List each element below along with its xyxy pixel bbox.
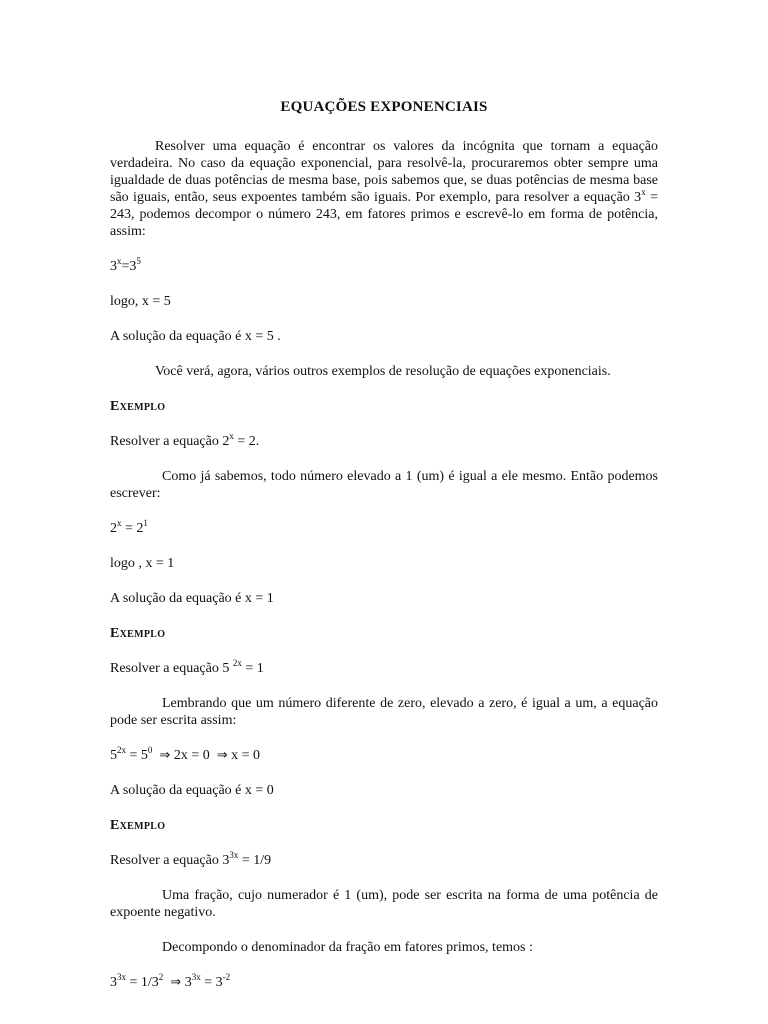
exponent: 3x — [117, 972, 126, 982]
example-equation — [110, 520, 658, 537]
exponent: 2x — [232, 658, 242, 668]
implies-arrow-icon: ⇒ — [159, 748, 171, 763]
example-solution: A solução da equação é x = 1 — [110, 591, 274, 606]
text-fragment: = 1/3 — [126, 975, 159, 990]
example-heading: Exemplo — [110, 399, 166, 414]
example-heading: Exemplo — [110, 818, 166, 833]
example-statement — [110, 433, 658, 450]
example-statement — [110, 852, 658, 869]
text-fragment: = 1/9 — [238, 853, 272, 868]
exponent: 3x — [229, 850, 239, 860]
example-explanation: Uma fração, cujo numerador é 1 (um), pode ser escrita na forma de uma potência de expoente negativo. — [110, 888, 658, 920]
example-equation — [110, 974, 658, 991]
intro-solution: A solução da equação é x = 5 . — [110, 329, 281, 344]
text-fragment: 2x = 0 — [170, 748, 214, 763]
example-explanation: Como já sabemos, todo número elevado a 1 (um) é igual a ele mesmo. Então podemos escrever: — [110, 469, 658, 501]
example-statement — [110, 660, 658, 677]
example-solution: A solução da equação é x = 0 — [110, 783, 274, 798]
text-fragment: x = 0 — [227, 748, 261, 763]
text-fragment: Resolver a equação 3 — [110, 853, 230, 868]
text-fragment: = 5 — [126, 748, 148, 763]
example-explanation-2: Decompondo o denominador da fração em fatores primos, temos : — [162, 940, 533, 955]
exponent: 1 — [143, 518, 148, 528]
text-fragment: 3 — [110, 259, 117, 274]
exponent: 5 — [136, 256, 141, 266]
example-logo: logo , x = 1 — [110, 556, 175, 571]
example-heading: Exemplo — [110, 626, 166, 641]
text-fragment: Resolver a equação 5 — [110, 661, 233, 676]
text-fragment: = 3 — [200, 975, 223, 990]
exponent: 2 — [158, 972, 164, 982]
exponent: x — [117, 518, 122, 528]
document-content — [110, 99, 658, 991]
exponent: 3x — [191, 972, 201, 982]
text-fragment: Resolver uma equação é encontrar os valores da incógnita que tornam a equação verdadeira. No caso da equação exponencial, para resolvê-la, procuraremos obter sempre uma igualdade de duas potências de mesma base, pois sabemos que, se duas potências de mesma base são iguais, então, seus expoentes também são iguais. Por exemplo, para resolver a equação 3 — [110, 139, 658, 205]
text-fragment: = 2. — [233, 434, 260, 449]
text-fragment: =3 — [121, 259, 137, 274]
text-fragment: = 243, podemos decompor o número 243, em fatores primos e escrevê-lo em forma de potência, assim: — [110, 190, 658, 239]
intro-logo: logo, x = 5 — [110, 294, 171, 309]
exponent: x — [117, 256, 122, 266]
text-fragment: 3 — [110, 975, 117, 990]
example-equation — [110, 747, 658, 764]
exponent: 2x — [117, 745, 126, 755]
text-fragment: = 1 — [241, 661, 264, 676]
example-explanation: Lembrando que um número diferente de zero, elevado a zero, é igual a um, a equação pode ser escrita assim: — [110, 696, 658, 728]
intro-paragraph-2: Você verá, agora, vários outros exemplos de resolução de equações exponenciais. — [155, 364, 611, 379]
exponent: x — [229, 431, 234, 441]
exponent: 0 — [147, 745, 153, 755]
implies-arrow-icon: ⇒ — [216, 748, 228, 763]
intro-equation — [110, 258, 658, 275]
text-fragment: 2 — [110, 521, 117, 536]
intro-paragraph — [110, 138, 658, 240]
text-fragment: Resolver a equação 2 — [110, 434, 230, 449]
page-title: EQUAÇÕES EXPONENCIAIS — [280, 99, 488, 115]
implies-arrow-icon: ⇒ — [170, 975, 182, 990]
text-fragment: 5 — [110, 748, 117, 763]
exponent: x — [641, 187, 646, 197]
exponent: -2 — [222, 972, 231, 982]
text-fragment: 3 — [181, 975, 192, 990]
text-fragment: = 2 — [121, 521, 144, 536]
